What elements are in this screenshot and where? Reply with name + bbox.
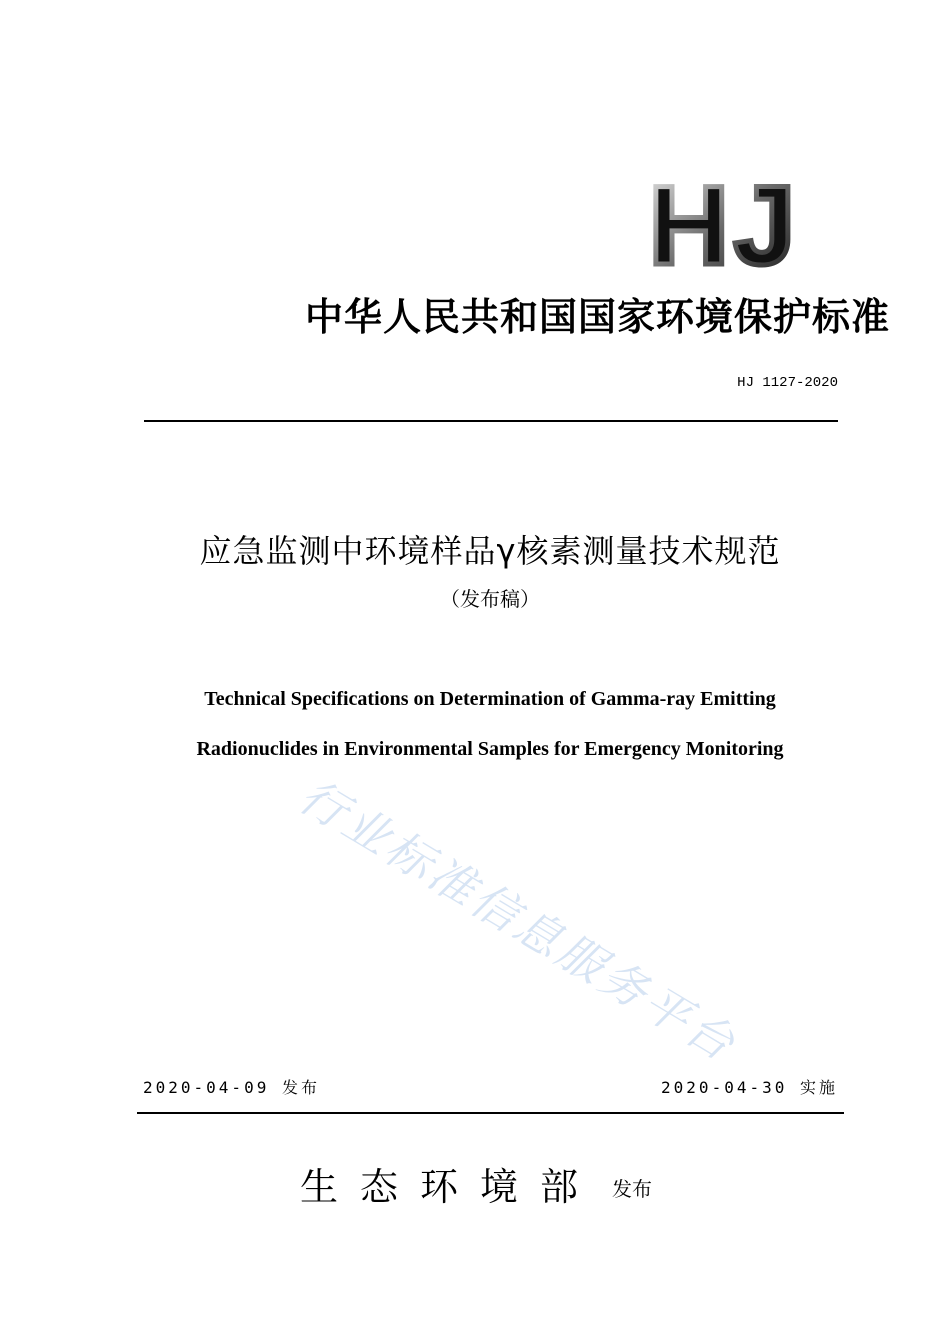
title-english-line-2: Radionuclides in Environmental Samples for Emergency Monitoring xyxy=(196,738,784,760)
watermark: 行业标准信息服务平台 xyxy=(290,768,747,1073)
draft-note: （发布稿） xyxy=(440,587,540,611)
bottom-divider xyxy=(137,1112,844,1114)
issuer-suffix: 发布 xyxy=(612,1177,652,1201)
hj-logo xyxy=(636,176,812,272)
title-english-line-1: Technical Specifications on Determination of Gamma-ray Emitting xyxy=(204,688,776,710)
effective-date: 2020-04-30 实施 xyxy=(661,1078,838,1097)
logo-text: HJ xyxy=(648,176,800,272)
title-chinese: 应急监测中环境样品γ核素测量技术规范 xyxy=(199,532,781,570)
top-divider xyxy=(144,420,838,422)
standard-code: HJ 1127-2020 xyxy=(737,375,838,391)
standard-category: 中华人民共和国国家环境保护标准 xyxy=(304,294,890,339)
issuer-name: 生态环境部 xyxy=(300,1165,601,1209)
publish-date: 2020-04-09 发布 xyxy=(143,1078,320,1097)
